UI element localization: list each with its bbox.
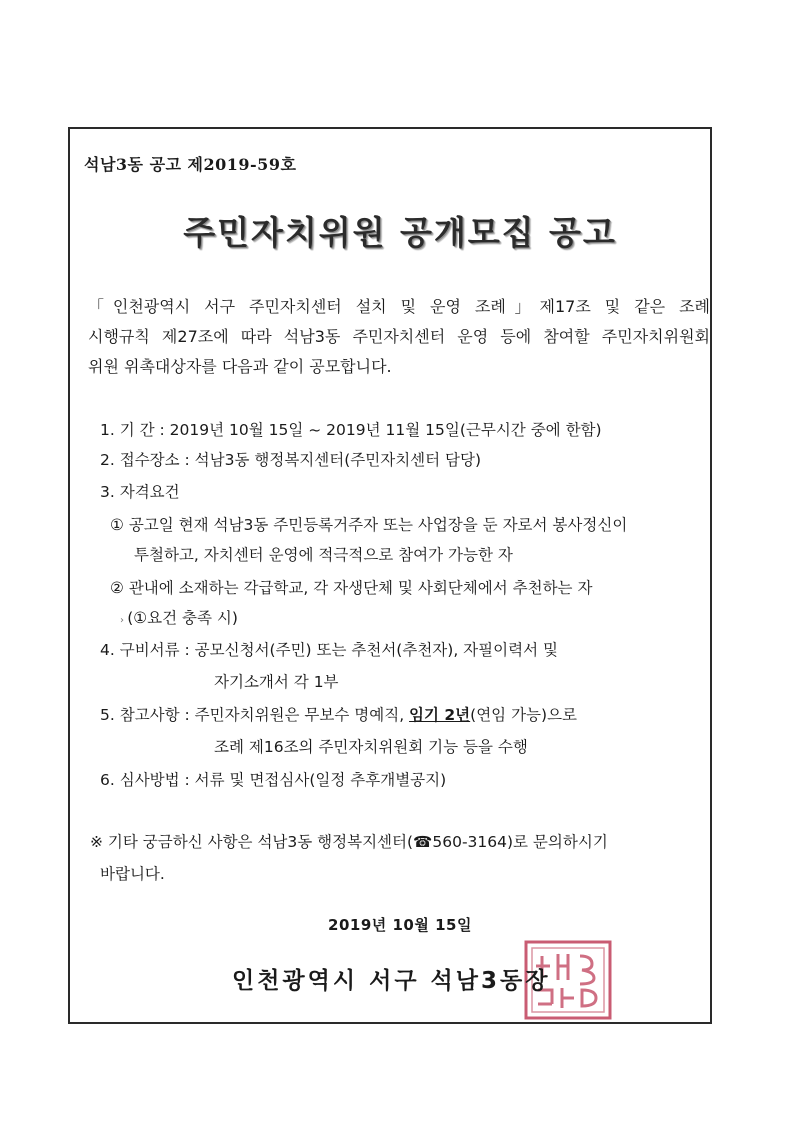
item-notes-line-1 <box>100 700 577 730</box>
item-review: 6. 심사방법 : 서류 및 면접심사(일정 추후개별공지) <box>100 771 447 789</box>
qualification-1-line-1: ① 공고일 현재 석남3동 주민등록거주자 또는 사업장을 둔 자로서 봉사정신이 <box>110 516 628 534</box>
issuer-name: 인천광역시 서구 석남3동장 <box>232 968 551 994</box>
notice-title: 주민자치위원 공개모집 공고 <box>183 213 617 252</box>
intro-line-2: 시행규칙 제27조에 따라 석남3동 주민자치센터 운영 등에 참여할 주민자치위원회 <box>88 327 710 346</box>
stray-mark: › <box>120 615 128 626</box>
item-notes-line-2: 조례 제16조의 주민자치위원회 기능 등을 수행 <box>214 738 528 756</box>
contact-line-2: 바랍니다. <box>100 865 165 883</box>
intro-line-1: 「인천광역시 서구 주민자치센터 설치 및 운영 조례」제17조 및 같은 조례 <box>88 297 710 316</box>
qualification-2-condition: (①요건 충족 시) <box>127 609 238 627</box>
intro-paragraph <box>88 292 710 382</box>
item-documents-line-1: 4. 구비서류 : 공모신청서(주민) 또는 추천서(추천자), 자필이력서 및 <box>100 641 558 659</box>
contact-line-1: ※ 기타 궁금하신 사항은 석남3동 행정복지센터(☎560-3164)로 문의하시기 <box>90 833 608 851</box>
item-period: 1. 기 간 : 2019년 10월 15일 ~ 2019년 11월 15일(근무시간 중에 한함) <box>100 421 602 439</box>
notes-prefix: 5. 참고사항 : 주민자치위원은 무보수 명예직, <box>100 706 410 724</box>
qualification-2-line-2 <box>120 603 238 636</box>
qualification-1-line-2: 투철하고, 자치센터 운영에 적극적으로 참여가 가능한 자 <box>134 546 513 564</box>
notice-date: 2019년 10월 15일 <box>328 916 472 934</box>
contact-info <box>90 826 608 890</box>
intro-line-3: 위원 위촉대상자를 다음과 같이 공모합니다. <box>88 357 392 376</box>
item-documents-line-2: 자기소개서 각 1부 <box>214 673 339 691</box>
notes-term: 임기 2년 <box>409 706 471 724</box>
item-place: 2. 접수장소 : 석남3동 행정복지센터(주민자치센터 담당) <box>100 451 482 469</box>
notice-number: 석남3동 공고 제2019-59호 <box>84 155 297 174</box>
item-qualification: 3. 자격요건 <box>100 483 180 501</box>
qualification-2-line-1: ② 관내에 소재하는 각급학교, 각 자생단체 및 사회단체에서 추천하는 자 <box>110 579 593 597</box>
notes-suffix: (연임 가능)으로 <box>470 706 578 724</box>
